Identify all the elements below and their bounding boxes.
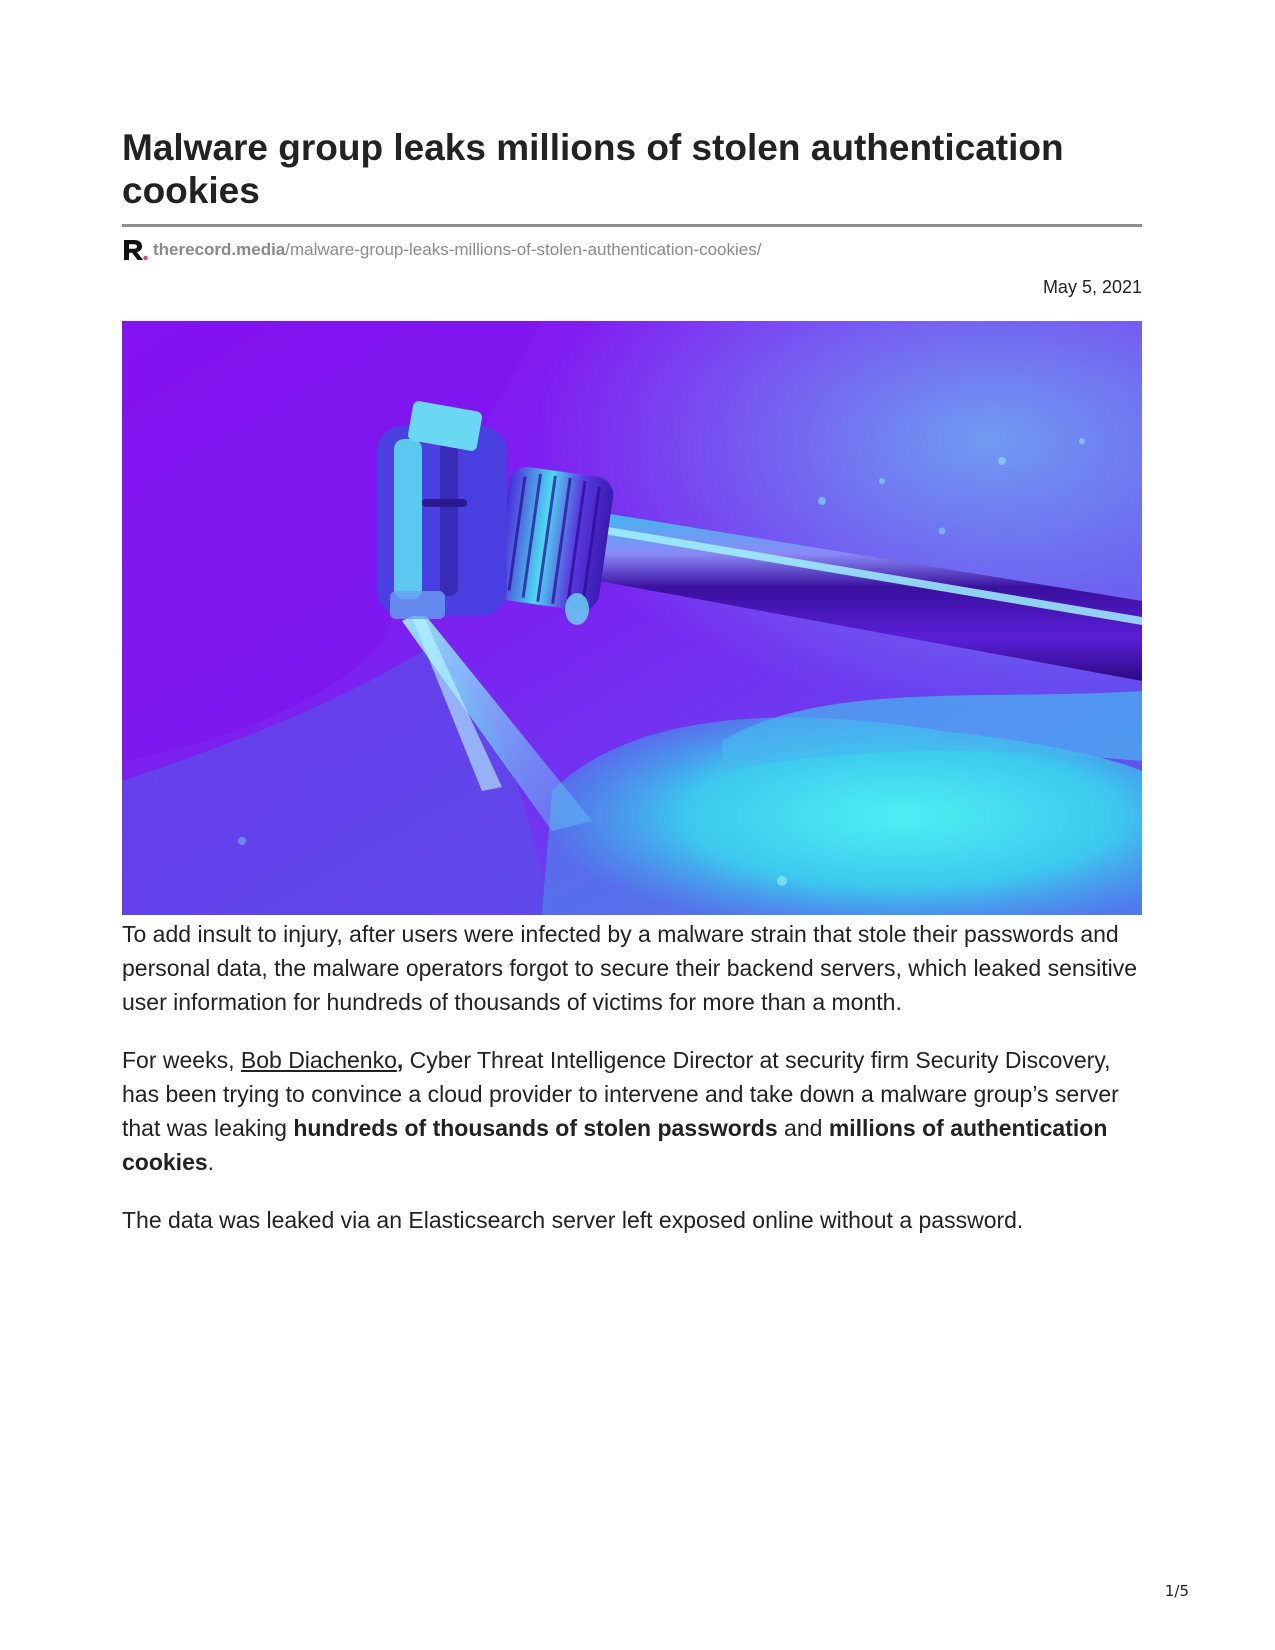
hero-image bbox=[122, 321, 1142, 915]
therecord-r-logo-icon bbox=[122, 238, 148, 262]
paragraph-elasticsearch: The data was leaked via an Elasticsearch server left exposed online without a password. bbox=[122, 1207, 1024, 1233]
source-row bbox=[122, 237, 1142, 263]
paragraph2-and: and bbox=[777, 1115, 829, 1141]
publish-date: May 5, 2021 bbox=[1042, 277, 1142, 297]
article bbox=[122, 126, 1142, 1237]
paragraph2-end: . bbox=[207, 1149, 215, 1175]
bold-auth-cookies: millions of authentication cookies bbox=[122, 1115, 1108, 1175]
source-domain: therecord.media bbox=[153, 240, 286, 259]
paragraph2-lead: For weeks, bbox=[122, 1047, 241, 1073]
paragraph-intro: To add insult to injury, after users were infected by a malware strain that stole their passwords and personal data, the malware operators forgot to secure their backend servers, which leaked sensitive user information for hundreds of thousands of victims for more than a month. bbox=[122, 921, 1138, 1015]
title-divider bbox=[122, 224, 1142, 227]
bold-stolen-passwords: hundreds of thousands of stolen passwords bbox=[293, 1115, 778, 1141]
bob-diachenko-link[interactable]: Bob Diachenko bbox=[240, 1047, 397, 1073]
source-path: /malware-group-leaks-millions-of-stolen-authentication-cookies/ bbox=[285, 240, 762, 259]
paragraph-diachenko bbox=[122, 1043, 1142, 1179]
paragraph2-comma: , bbox=[396, 1047, 404, 1073]
paragraph2-middle: Cyber Threat Intelligence Director at security firm Security Discovery, has been trying to convince a cloud provider to intervene and take down a malware group’s server that was leaking bbox=[122, 1047, 1119, 1141]
page-number: 1/5 bbox=[1164, 1582, 1189, 1600]
article-title: Malware group leaks millions of stolen authentication cookies bbox=[122, 127, 1064, 211]
